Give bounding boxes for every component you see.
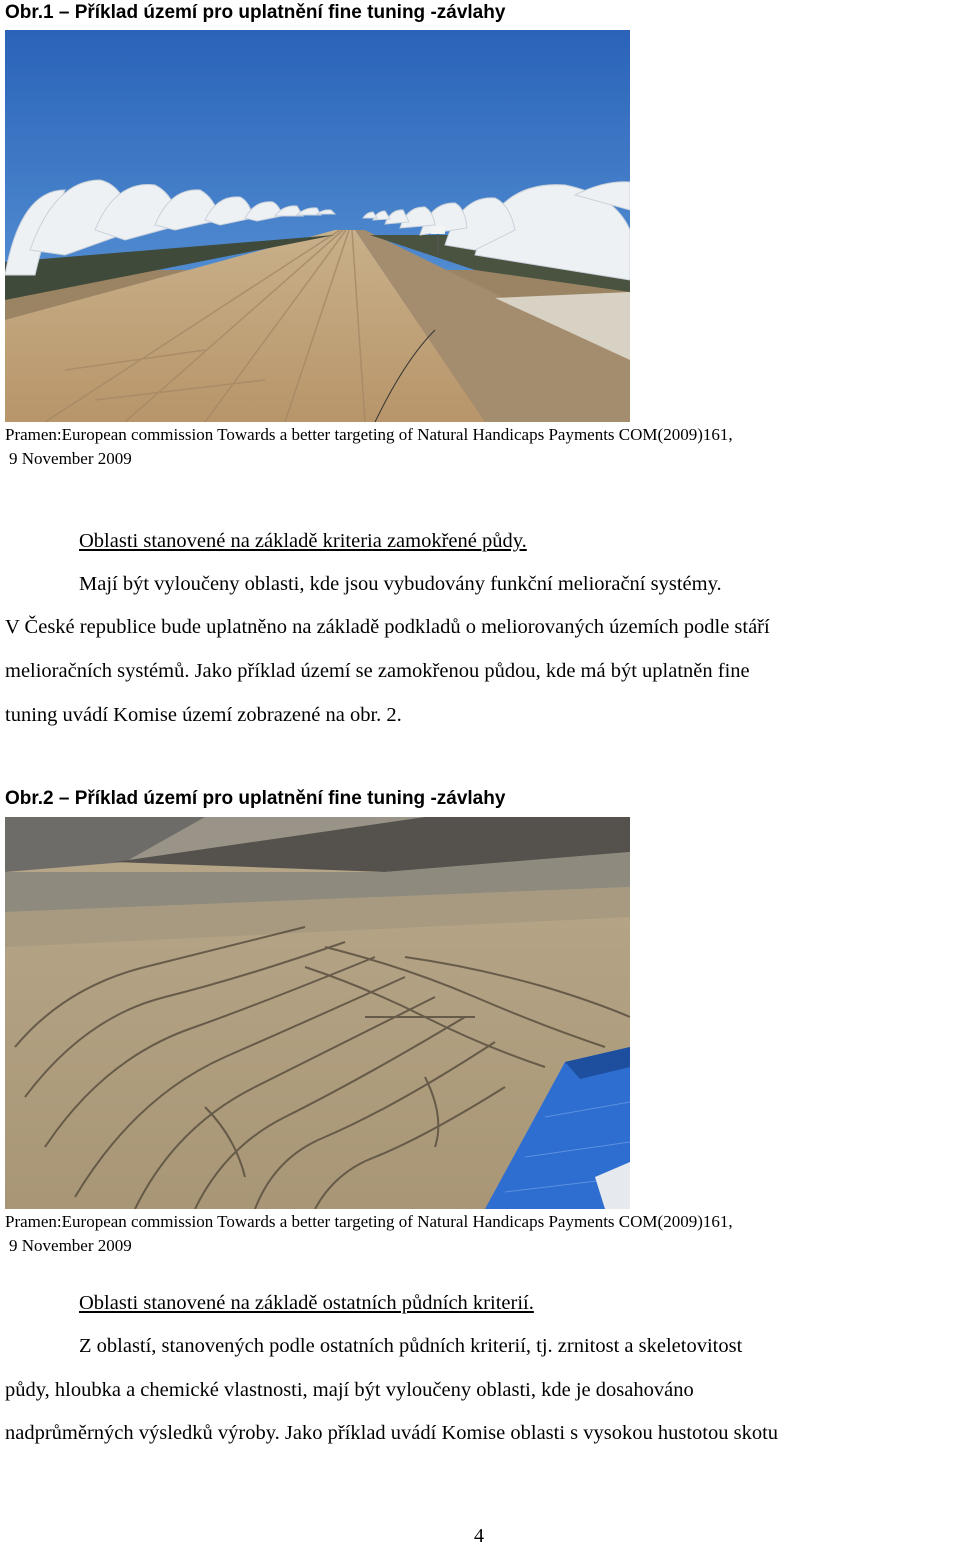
- page-number: 4: [474, 1525, 484, 1547]
- section-1-line: melioračních systémů. Jako příklad území se zamokřenou půdou, kde má být uplatněn fine: [5, 660, 750, 682]
- figure-1-photo: [5, 30, 630, 422]
- section-1-line: tuning uvádí Komise území zobrazené na obr. 2.: [5, 704, 402, 726]
- section-1-line: V České republice bude uplatněno na základě podkladů o meliorovaných územích podle stáří: [5, 616, 770, 638]
- section-2-heading: Oblasti stanovené na základě ostatních půdních kriterií.: [79, 1292, 534, 1314]
- section-1-heading: Oblasti stanovené na základě kriteria zamokřené půdy.: [79, 530, 527, 552]
- section-2-line: půdy, hloubka a chemické vlastnosti, mají být vyloučeny oblasti, kde je dosahováno: [5, 1379, 694, 1401]
- section-2-line: nadprůměrných výsledků výroby. Jako příklad uvádí Komise oblasti s vysokou hustotou skotu: [5, 1422, 779, 1444]
- section-2-line: Z oblastí, stanovených podle ostatních půdních kriterií, tj. zrnitost a skeletovitost: [79, 1335, 743, 1357]
- figure-2-photo: [5, 817, 630, 1209]
- figure-1-source: Pramen:European commission Towards a better targeting of Natural Handicaps Payments COM(2009)161,: [5, 425, 733, 444]
- figure-1-source-date: 9 November 2009: [9, 449, 132, 468]
- figure-2-title: Obr.2 – Příklad území pro uplatnění fine tuning -závlahy: [5, 788, 506, 809]
- figure-2-source: Pramen:European commission Towards a better targeting of Natural Handicaps Payments COM(2009)161,: [5, 1212, 733, 1231]
- section-1-line: Mají být vyloučeny oblasti, kde jsou vybudovány funkční meliorační systémy.: [79, 573, 722, 595]
- figure-1-title: Obr.1 – Příklad území pro uplatnění fine tuning -závlahy: [5, 2, 506, 23]
- figure-2-source-date: 9 November 2009: [9, 1236, 132, 1255]
